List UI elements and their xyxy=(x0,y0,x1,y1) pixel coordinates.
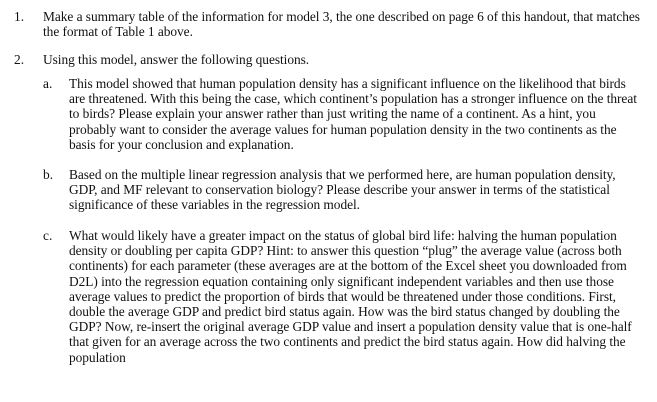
question-2b xyxy=(43,167,643,213)
question-2 xyxy=(14,52,642,67)
question-1 xyxy=(14,9,642,39)
question-2-number: 2. xyxy=(14,52,25,67)
question-2a xyxy=(43,76,643,152)
question-2b-letter: b. xyxy=(43,167,54,182)
question-2c-letter: c. xyxy=(43,228,53,243)
question-2c xyxy=(43,228,643,365)
question-1-number: 1. xyxy=(14,9,25,24)
question-1-text: Make a summary table of the information for model 3, the one described on page 6 of this handout, that matches the format of Table 1 above. xyxy=(43,9,640,40)
question-2c-text: What would likely have a greater impact on the status of global bird life: halving the human population density or doubling per capita GDP? Hint: to answer this question “plug” the average value (across both continents) for each parameter (these averages are at the bottom of the Excel sheet you downloaded from D2L) into the regression equation containing only significant independent variables and then use those average values to predict the proportion of birds that would be threatened under those conditions. First, double the average GDP and predict bird status again. How was the bird status changed by doubling the GDP? Now, re-insert the original average GDP value and insert a population density value that is one-half that given for an average across the two continents and predict the bird status again. How did halving the population xyxy=(69,228,632,365)
question-2-text: Using this model, answer the following questions. xyxy=(43,52,310,67)
question-2a-text: This model showed that human population density has a significant influence on the likelihood that birds are threatened. With this being the case, which continent’s population has a stronger influence on the threat to birds? Please explain your answer rather than just writing the name of a continent. As a hint, you probably want to consider the average values for human population density in the two continents as the basis for your conclusion and explanation. xyxy=(69,76,637,152)
question-2a-letter: a. xyxy=(43,76,53,91)
question-2b-text: Based on the multiple linear regression analysis that we performed here, are human population density, GDP, and MF relevant to conservation biology? Please describe your answer in terms of the statistical significance of these variables in the regression model. xyxy=(69,167,616,213)
